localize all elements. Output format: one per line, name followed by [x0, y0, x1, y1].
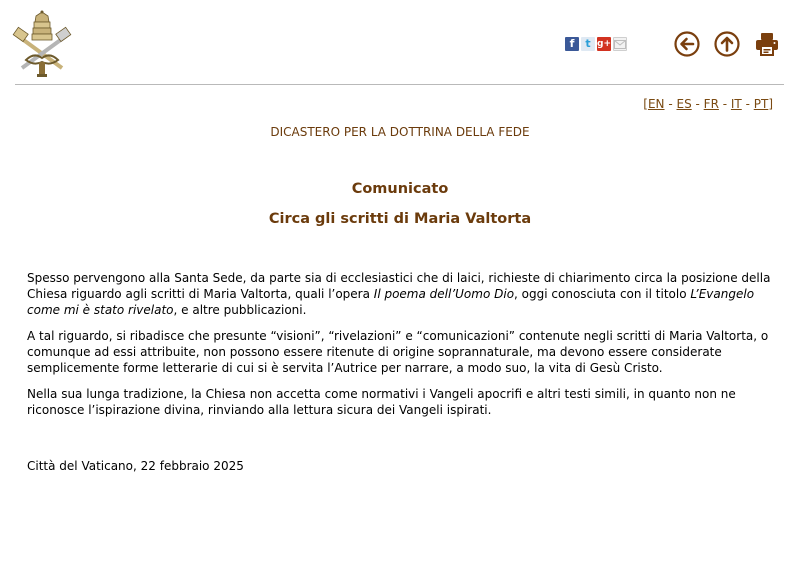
lang-link-pt[interactable]: PT	[753, 97, 769, 111]
dicastery-name: DICASTERO PER LA DOTTRINA DELLA FEDE	[270, 125, 530, 139]
paragraph-3: Nella sua lunga tradizione, la Chiesa non accetta come normativi i Vangeli apocrifi e altri testi simili, in quanto non ne riconosce l’ispirazione divina, rinviando alla lettura sicura dei Vangeli ispirati.	[27, 387, 736, 417]
document-title: Comunicato	[351, 181, 449, 197]
lang-link-it[interactable]: IT	[730, 97, 742, 111]
email-icon[interactable]	[613, 37, 627, 51]
facebook-icon[interactable]: f	[565, 37, 579, 51]
paragraph-2: A tal riguardo, si ribadisce che presunte “visioni”, “rivelazioni” e “comunicazioni” contenute negli scritti di Maria Valtorta, o comunque ad essi attribuite, non possono essere ritenute di origine soprannaturale, ma devono essere considerate semplicemente forme letterarie di cui si è servita l’Autrice per narrare, a modo suo, la vita di Gesù Cristo.	[27, 329, 769, 375]
document-date: Città del Vaticano, 22 febbraio 2025	[27, 459, 244, 473]
twitter-icon[interactable]: t	[581, 37, 595, 51]
document-body	[27, 270, 772, 428]
google-plus-icon[interactable]: g+	[597, 39, 611, 49]
social-share-bar	[565, 37, 627, 51]
document-subtitle: Circa gli scritti di Maria Valtorta	[268, 211, 532, 227]
print-icon[interactable]	[754, 31, 780, 57]
header-divider	[15, 84, 784, 85]
papal-coat-of-arms-logo[interactable]	[12, 10, 72, 80]
up-arrow-icon[interactable]	[714, 31, 740, 57]
lang-link-fr[interactable]: FR	[703, 97, 719, 111]
lang-link-es[interactable]: ES	[676, 97, 692, 111]
page-header	[0, 0, 800, 86]
paragraph-1: Spesso pervengono alla Santa Sede, da parte sia di ecclesiastici che di laici, richieste di chiarimento circa la posizione della Chiesa riguardo agli scritti di Maria Valtorta, quali l’opera Il poema dell’Uomo Dio, oggi conosciuta con il titolo L’Evangelo come mi è stato rivelato, e altre pubblicazioni.	[27, 271, 771, 317]
back-arrow-icon[interactable]	[674, 31, 700, 57]
page-nav-icons	[674, 31, 780, 57]
language-selector: [EN - ES - FR - IT - PT]	[643, 97, 773, 111]
lang-link-en[interactable]: EN	[647, 97, 665, 111]
